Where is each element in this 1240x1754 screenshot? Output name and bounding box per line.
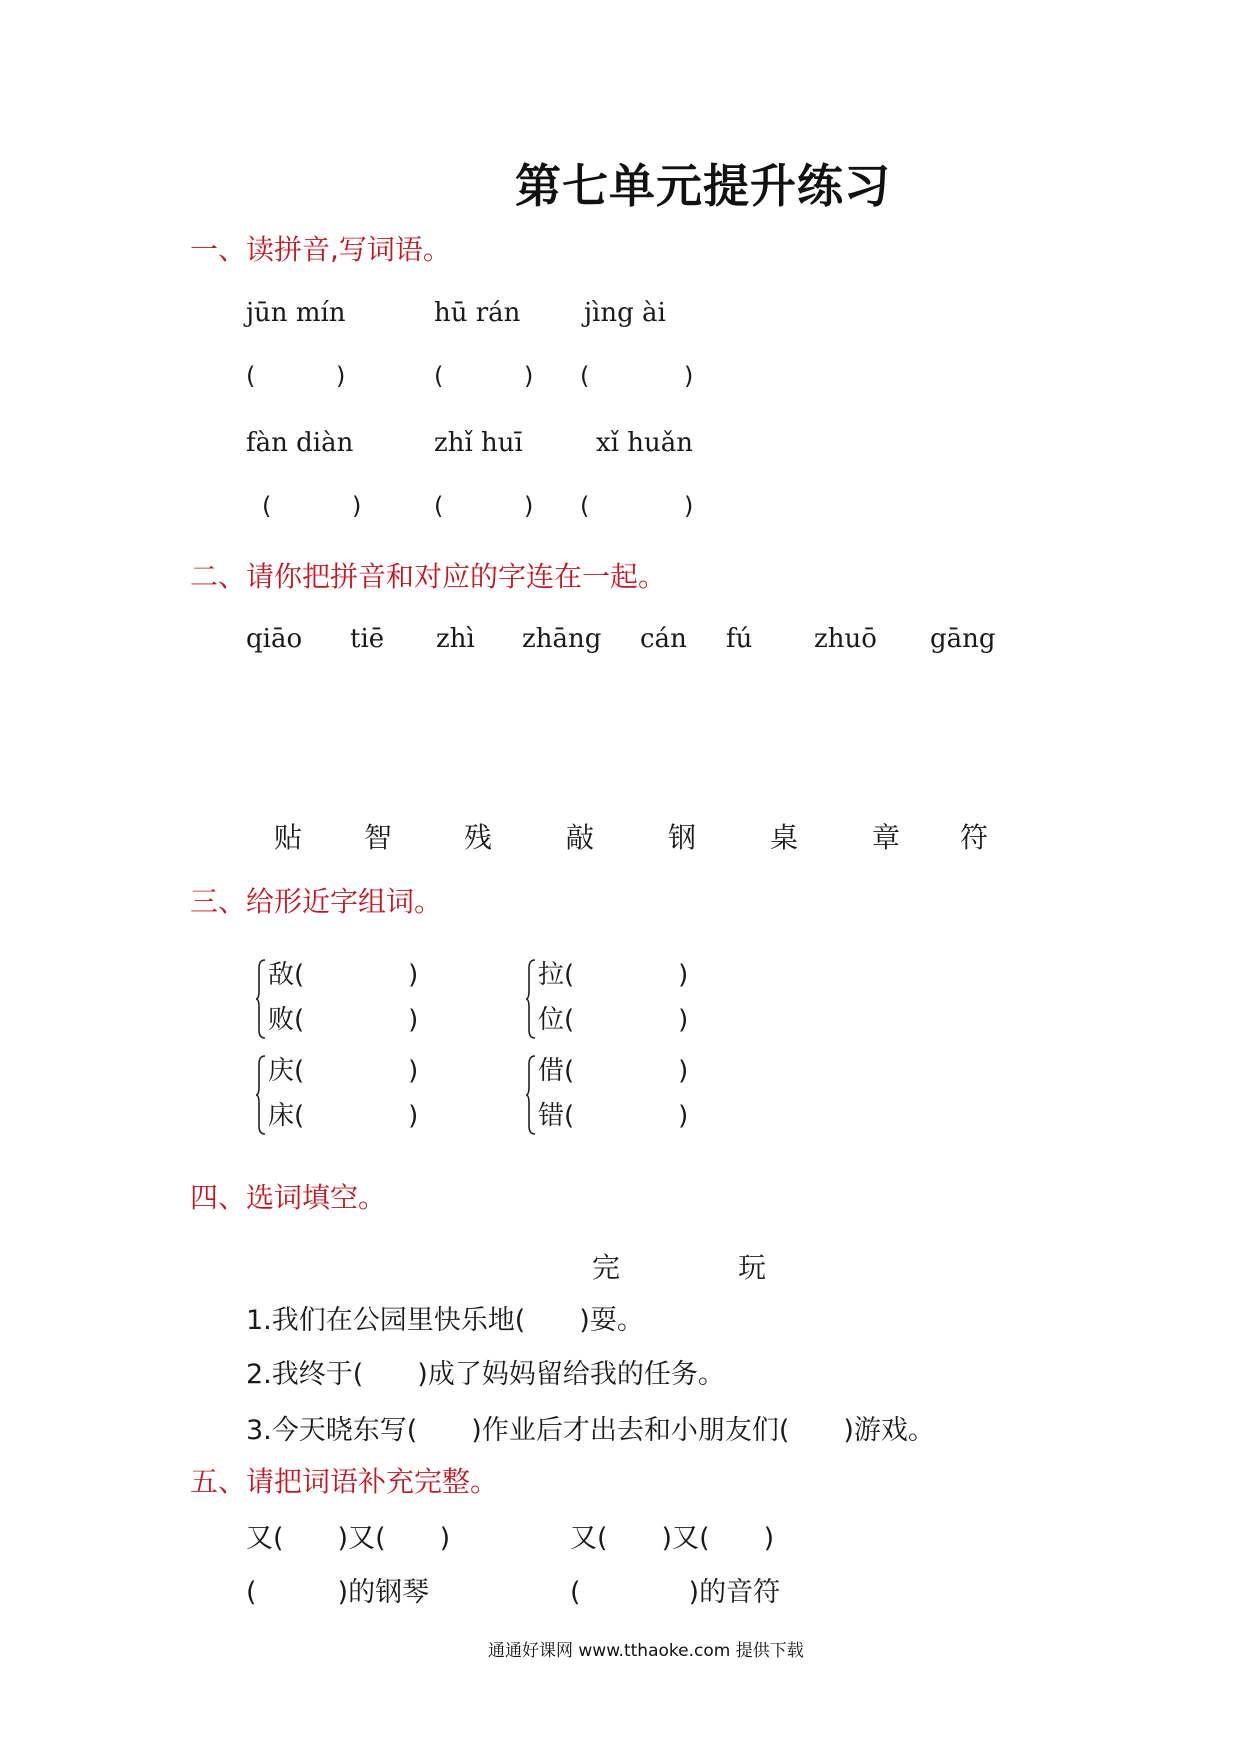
pinyin-5: zhǐ huī xyxy=(434,428,523,458)
brace-icon xyxy=(526,1054,536,1136)
pair-char: 床 xyxy=(268,1101,295,1131)
word-completion[interactable]: ( )的音符 xyxy=(570,1577,781,1608)
brace-icon xyxy=(526,958,536,1040)
section-5-heading: 五、请把词语补充完整。 xyxy=(190,1465,499,1498)
pair-row[interactable] xyxy=(538,1095,688,1132)
answer-blank-end: ) xyxy=(684,362,694,390)
section-4-heading: 四、选词填空。 xyxy=(190,1181,387,1214)
pinyin-4: fàn diàn xyxy=(246,428,354,458)
choice-word: 玩 xyxy=(738,1251,767,1284)
pinyin-2: hū rán xyxy=(434,298,521,328)
match-char[interactable]: 章 xyxy=(872,821,901,854)
pair-char: 位 xyxy=(538,1005,565,1035)
match-char[interactable]: 贴 xyxy=(274,821,303,854)
match-char[interactable]: 符 xyxy=(960,821,989,854)
match-pinyin[interactable]: zhì xyxy=(436,624,475,654)
pair-char: 庆 xyxy=(268,1056,295,1086)
fill-blank-item[interactable]: 1.我们在公园里快乐地( )耍。 xyxy=(246,1305,644,1336)
pinyin-1: jūn mín xyxy=(246,298,346,328)
match-pinyin[interactable]: zhuō xyxy=(814,624,877,654)
match-pinyin[interactable]: fú xyxy=(726,624,753,654)
brace-icon xyxy=(256,1054,266,1136)
match-char[interactable]: 智 xyxy=(364,821,393,854)
match-char[interactable]: 残 xyxy=(464,821,493,854)
answer-blank[interactable]: ( xyxy=(580,362,590,390)
match-pinyin[interactable]: tiē xyxy=(350,624,385,654)
pair-char: 借 xyxy=(538,1056,565,1086)
blank-parens: ( ) xyxy=(294,1056,419,1086)
answer-blank[interactable]: ( xyxy=(246,362,256,390)
word-completion[interactable]: 又( )又( ) xyxy=(570,1523,775,1554)
answer-blank-end: ) xyxy=(524,362,534,390)
word-completion[interactable]: 又( )又( ) xyxy=(246,1523,451,1554)
fill-blank-item[interactable]: 3.今天晓东写( )作业后才出去和小朋友们( )游戏。 xyxy=(246,1415,935,1446)
match-char[interactable]: 钢 xyxy=(668,821,697,854)
section-2-heading: 二、请你把拼音和对应的字连在一起。 xyxy=(190,560,667,593)
char-pair-group xyxy=(526,1050,746,1142)
section-1-heading: 一、读拼音,写词语。 xyxy=(190,233,451,266)
footer-credit: 通通好课网 www.tthaoke.com 提供下载 xyxy=(488,1641,804,1661)
pair-row[interactable] xyxy=(538,954,688,991)
word-completion[interactable]: ( )的钢琴 xyxy=(246,1577,430,1608)
match-pinyin[interactable]: qiāo xyxy=(246,624,303,654)
pair-char: 拉 xyxy=(538,960,565,990)
match-char[interactable]: 敲 xyxy=(566,821,595,854)
pair-char: 败 xyxy=(268,1005,295,1035)
answer-blank[interactable]: ( xyxy=(434,492,444,520)
match-char[interactable]: 桌 xyxy=(770,821,799,854)
page-title: 第七单元提升练习 xyxy=(515,159,891,213)
pair-row[interactable] xyxy=(538,999,688,1036)
char-pair-group xyxy=(256,1050,476,1142)
pair-row[interactable] xyxy=(268,1095,418,1132)
pinyin-3: jìng ài xyxy=(584,298,666,328)
blank-parens: ( ) xyxy=(564,1005,689,1035)
char-pair-group xyxy=(256,954,476,1046)
answer-blank[interactable]: ( xyxy=(580,492,590,520)
match-pinyin[interactable]: zhāng xyxy=(522,624,602,654)
blank-parens: ( ) xyxy=(294,1101,419,1131)
blank-parens: ( ) xyxy=(564,1056,689,1086)
answer-blank-end: ) xyxy=(352,492,362,520)
blank-parens: ( ) xyxy=(294,1005,419,1035)
pinyin-6: xǐ huǎn xyxy=(596,428,693,458)
brace-icon xyxy=(256,958,266,1040)
blank-parens: ( ) xyxy=(564,1101,689,1131)
match-pinyin[interactable]: gāng xyxy=(930,624,996,654)
pair-char: 错 xyxy=(538,1101,565,1131)
answer-blank-end: ) xyxy=(684,492,694,520)
pair-row[interactable] xyxy=(268,1050,418,1087)
pair-row[interactable] xyxy=(268,999,418,1036)
blank-parens: ( ) xyxy=(294,960,419,990)
match-pinyin[interactable]: cán xyxy=(640,624,687,654)
answer-blank[interactable]: ( xyxy=(262,492,272,520)
blank-parens: ( ) xyxy=(564,960,689,990)
char-pair-group xyxy=(526,954,746,1046)
pair-row[interactable] xyxy=(268,954,418,991)
answer-blank-end: ) xyxy=(524,492,534,520)
pair-char: 敌 xyxy=(268,960,295,990)
fill-blank-item[interactable]: 2.我终于( )成了妈妈留给我的任务。 xyxy=(246,1359,725,1390)
section-3-heading: 三、给形近字组词。 xyxy=(190,885,443,918)
pair-row[interactable] xyxy=(538,1050,688,1087)
answer-blank[interactable]: ( xyxy=(434,362,444,390)
choice-word: 完 xyxy=(592,1251,621,1284)
answer-blank-end: ) xyxy=(336,362,346,390)
